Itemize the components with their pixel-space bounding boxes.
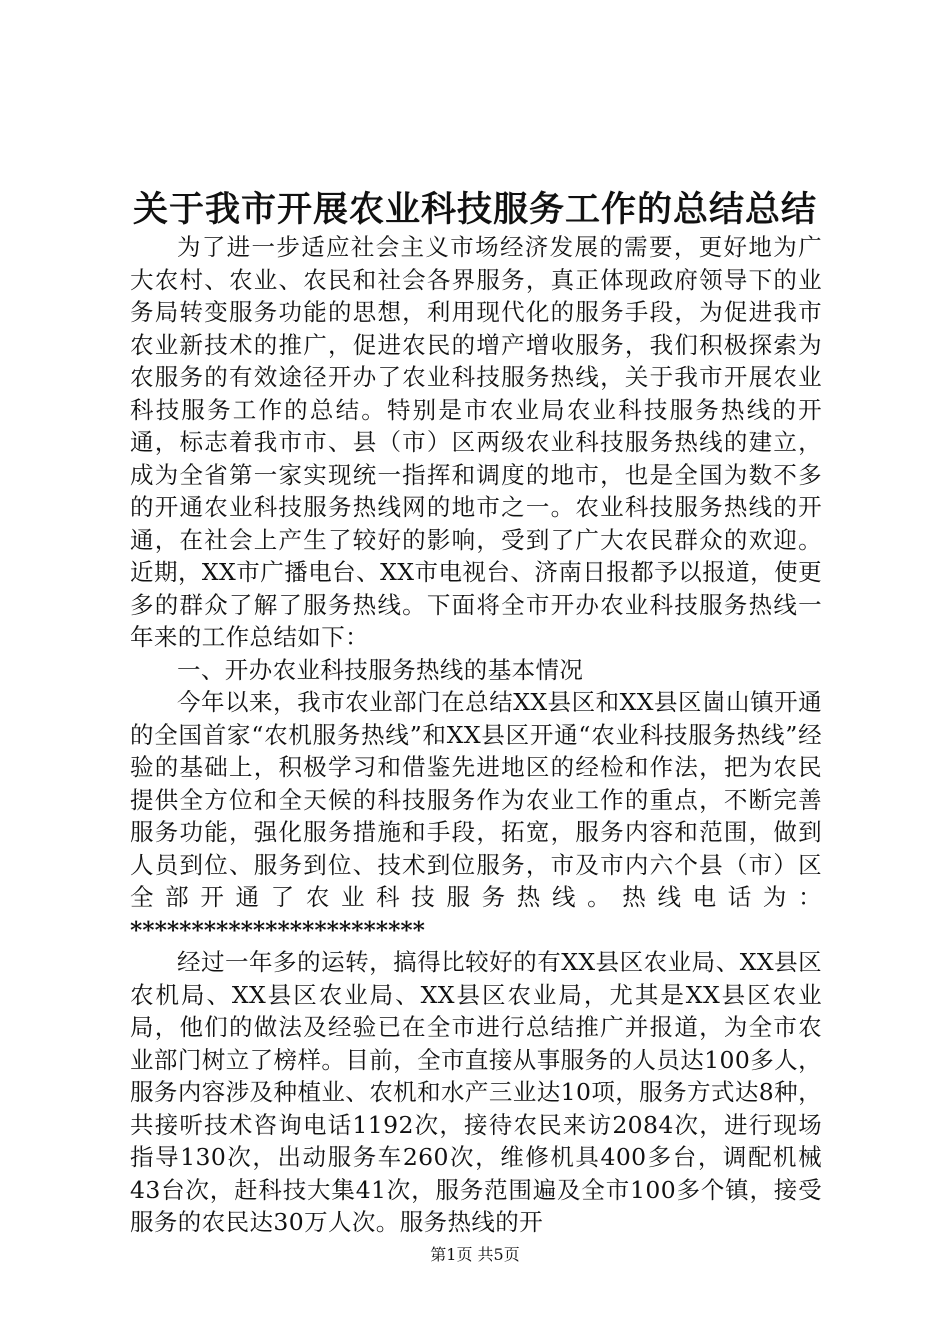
paragraph-hotline-setup — [130, 686, 822, 946]
paragraph-operation-results: 经过一年多的运转，搞得比较好的有XX县区农业局、XX县区农机局、XX县区农业局、XX县区农业局，尤其是XX县区农业局，他们的做法及经验已在全市进行总结推广并报道，为全市农业部门树立了榜样。目前，全市直接从事服务的人员达100多人，服务内容涉及种植业、农机和水产三业达10项，服务方式达8种，共接听技术咨询电话1192次，接待农民来访2084次，进行现场指导130次，出动服务车260次，维修机具400多台，调配机械43台次，赶科技大集41次，服务范围遍及全市100多个镇，接受服务的农民达30万人次。服务热线的开 — [130, 948, 822, 1236]
document-title: 关于我市开展农业科技服务工作的总结总结 — [132, 189, 817, 230]
hotline-number: ************************ — [130, 915, 425, 944]
section-heading-basic-situation: 一、开办农业科技服务热线的基本情况 — [177, 655, 584, 684]
paragraph-hotline-setup-text: 今年以来，我市农业部门在总结XX县区和XX县区崮山镇开通的全国首家“农机服务热线”和XX县区开通“农业科技服务热线”经验的基础上，积极学习和借鉴先进地区的经检和作法，把为农民提供全方位和全天候的科技服务作为农业工作的重点，不断完善服务功能，强化服务措施和手段，拓宽，服务内容和范围，做到人员到位、服务到位、技术到位服务，市及市内六个县（市）区全部开通了农业科技服务热线。热线电话为： — [130, 688, 822, 911]
paragraph-intro: 为了进一步适应社会主义市场经济发展的需要，更好地为广大农村、农业、农民和社会各界服务，真正体现政府领导下的业务局转变服务功能的思想，利用现代化的服务手段，为促进我市农业新技术的推广，促进农民的增产增收服务，我们积极探索为农服务的有效途径开办了农业科技服务热线，关于我市开展农业科技服务工作的总结。特别是市农业局农业科技服务热线的开通，标志着我市市、县（市）区两级农业科技服务热线的建立，成为全省第一家实现统一指挥和调度的地市，也是全国为数不多的开通农业科技服务热线网的地市之一。农业科技服务热线的开通，在社会上产生了较好的影响，受到了广大农民群众的欢迎。近期，XX市广播电台、XX市电视台、济南日报都予以报道，使更多的群众了解了服务热线。下面将全市开办农业科技服务热线一年来的工作总结如下： — [130, 233, 822, 651]
document-body — [130, 231, 822, 1239]
page-number-footer: 第1页 共5页 — [430, 1245, 520, 1264]
